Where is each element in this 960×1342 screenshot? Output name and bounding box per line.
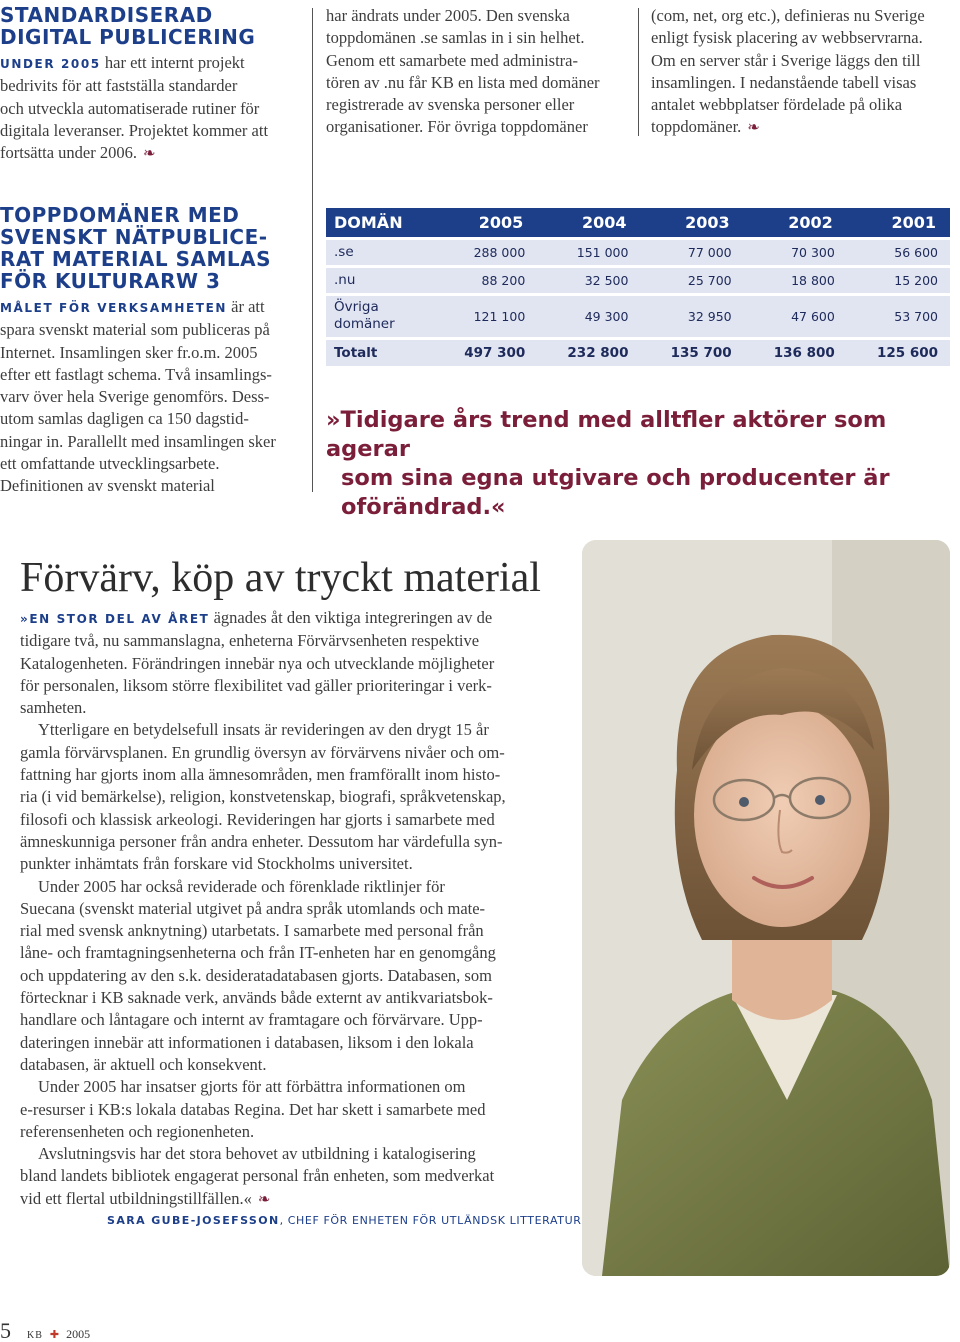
table-cell: 136 800 — [744, 338, 847, 366]
text-line: bland landets bibliotek engagerat personal från enheten, som medverkat — [20, 1166, 495, 1186]
heading-line: TOPPDOMÄNER MED — [0, 203, 240, 227]
table-cell: 32 500 — [537, 266, 640, 294]
text-line: »EN STOR DEL AV ÅRET ägnades åt den viktiga integreringen av de — [20, 608, 493, 627]
page-footer — [0, 1318, 90, 1342]
text-line: spara svenskt material som publiceras på — [0, 320, 270, 340]
text-line: bedrivits för att fastställa standarder — [0, 76, 238, 96]
text-line: Ytterligare en betydelsefull insats är revideringen av den drygt 15 år — [38, 720, 489, 740]
table-cell: 77 000 — [640, 238, 743, 266]
text-line: Under 2005 har också reviderade och förenklade riktlinjer för — [38, 876, 445, 896]
text-line: och utveckla automatiserade rutiner för — [0, 98, 260, 118]
text-line: toppdomänen .se samlas in i sin helhet. — [326, 28, 585, 48]
heading-line: SVENSKT NÄTPUBLICE- — [0, 225, 268, 249]
text-line: ett omfattande utvecklingsarbete. — [0, 454, 220, 474]
table-row — [326, 238, 950, 266]
column-header: DOMÄN — [326, 208, 434, 238]
text-line: utom samlas dagligen ca 150 dagstid- — [0, 409, 249, 429]
lead-label: »EN STOR DEL AV ÅRET — [20, 612, 210, 626]
text-line: dateringen innebär att informationen i databasen, liksom i den lokala — [20, 1032, 474, 1052]
intro-column-3 — [651, 5, 956, 139]
table-cell: 18 800 — [744, 266, 847, 294]
text-line: enligt fysisk placering av webbservrarna. — [651, 28, 923, 48]
text-line: Katalogenheten. Förändringen innebär nya och utvecklande möjligheter — [20, 653, 495, 673]
text-line: för personalen, liksom större flexibilitet vad gäller prioriteringar i verk- — [20, 675, 492, 695]
table-cell: 151 000 — [537, 238, 640, 266]
text-line: ria (i vid bemärkelse), religion, konstvetenskap, biografi, språkvetenskap, — [20, 787, 506, 807]
text-line: (com, net, org etc.), definieras nu Sverige — [651, 6, 925, 25]
table-cell: 70 300 — [744, 238, 847, 266]
text-line: Definitionen av svenskt material — [0, 476, 215, 496]
signature-role: , CHEF FÖR ENHETEN FÖR UTLÄNDSK LITTERATUR — [279, 1214, 582, 1227]
text-line: samheten. — [20, 698, 87, 718]
article-title: Förvärv, köp av tryckt material — [20, 555, 541, 601]
row-label: Totalt — [326, 338, 434, 366]
text-line: organisationer. För övriga toppdomäner — [326, 117, 588, 137]
portrait-illustration — [582, 540, 950, 1276]
table-cell: 125 600 — [847, 338, 950, 366]
heading-line: RAT MATERIAL SAMLAS — [0, 247, 272, 271]
ornament-icon: ❧ — [747, 118, 760, 137]
text-line: vid ett flertal utbildningstillfällen.« ❧ — [20, 1188, 271, 1208]
text-line: ningar in. Parallellt med insamlingen sker — [0, 431, 276, 451]
text-line: rial med svensk anknytning) utarbetats. I samarbete med personal från — [20, 921, 484, 941]
row-label: .nu — [326, 266, 434, 294]
table-cell: 232 800 — [537, 338, 640, 366]
text-line: Avslutningsvis har det stora behovet av utbildning i katalogisering — [38, 1144, 476, 1164]
table-cell: 135 700 — [640, 338, 743, 366]
page-number: 5 — [0, 1318, 11, 1342]
text-line: Om en server står i Sverige läggs den till — [651, 50, 921, 70]
text-line: referensenheten och regionenheten. — [20, 1121, 255, 1141]
text-line: gamla förvärvsplanen. En grundlig översyn av förvärvens nivåer och om- — [20, 742, 505, 762]
intro-column-1 — [0, 4, 300, 164]
text-line: förtecknar i KB saknade verk, används både externt av antikvariatsbok- — [20, 988, 493, 1008]
column-header: 2001 — [847, 208, 950, 238]
text-line: har ändrats under 2005. Den svenska — [326, 6, 570, 25]
text-line: efter ett fastlagt schema. Två insamlings- — [0, 364, 272, 384]
table-cell: 88 200 — [434, 266, 537, 294]
heading-toppdomaner — [0, 204, 300, 292]
text-line: registrerade av svenska personer eller — [326, 95, 575, 115]
text-line: låne- och framtagningsenheterna och från IT-enheten har en genomgång — [20, 943, 496, 963]
article-signature — [107, 1214, 581, 1227]
table-cell: 25 700 — [640, 266, 743, 294]
column-divider — [638, 8, 639, 136]
table-cell: 497 300 — [434, 338, 537, 366]
text-line: och uppdatering av den s.k. desideratadatabasen gjorts. Databasen, som — [20, 965, 492, 985]
domain-table — [326, 208, 950, 366]
table-cell: 53 700 — [847, 294, 950, 338]
table-row-total — [326, 338, 950, 366]
text-line: Suecana (svenskt material utgivet på andra språk utomlands och mate- — [20, 898, 486, 918]
text-line: tören av .nu får KB en lista med domäner — [326, 72, 600, 92]
text-line: Under 2005 har insatser gjorts för att förbättra informationen om — [38, 1077, 466, 1097]
article-body — [20, 607, 570, 1210]
signature-name: SARA GUBE-JOSEFSSON — [107, 1214, 280, 1227]
table-cell: 47 600 — [744, 294, 847, 338]
text-line: punkter inhämtats från forskare vid Stockholms universitet. — [20, 854, 413, 874]
text-line: ämneskunniga personer från andra enheter. Dessutom har värdefulla syn- — [20, 831, 503, 851]
text-line: insamlingen. I nedanstående tabell visas — [651, 72, 917, 92]
table-cell: 15 200 — [847, 266, 950, 294]
text-line: varv över hela Sverige genomförs. Dess- — [0, 387, 270, 407]
text-line: filosofi och klassisk arkeologi. Revideringen har gjorts i samarbete med — [20, 809, 495, 829]
text-line: databasen, är aktuell och konsekvent. — [20, 1054, 267, 1074]
text-line: Internet. Insamlingen sker fr.o.m. 2005 — [0, 342, 258, 362]
table-cell: 49 300 — [537, 294, 640, 338]
text-line: digitala leveranser. Projektet kommer att — [0, 120, 269, 140]
column-divider — [312, 8, 313, 492]
ornament-icon: ❧ — [143, 144, 156, 163]
lead-label: UNDER 2005 — [0, 57, 101, 71]
footer-org: KB — [27, 1330, 43, 1341]
heading-standardiserad: STANDARDISERAD DIGITAL PUBLICERING — [0, 3, 256, 49]
footer-year: 2005 — [66, 1327, 91, 1341]
text-line: toppdomäner. ❧ — [651, 117, 760, 137]
text-line: UNDER 2005 har ett internt projekt — [0, 53, 245, 72]
table-row — [326, 294, 950, 338]
text-line: fortsätta under 2006. ❧ — [0, 143, 156, 163]
column-header: 2004 — [537, 208, 640, 238]
text-line: Genom ett samarbete med administra- — [326, 50, 578, 70]
row-label: .se — [326, 238, 434, 266]
intro-column-2 — [326, 5, 626, 139]
table-cell: 288 000 — [434, 238, 537, 266]
table-cell: 32 950 — [640, 294, 743, 338]
ornament-icon: ❧ — [257, 1189, 271, 1208]
table-cell: 121 100 — [434, 294, 537, 338]
heading-line: FÖR KULTURARW 3 — [0, 269, 221, 293]
column-header: 2002 — [744, 208, 847, 238]
portrait-photo — [582, 540, 950, 1276]
table-cell: 56 600 — [847, 238, 950, 266]
table-header-row — [326, 208, 950, 238]
text-line: e-resurser i KB:s lokala databas Regina. Det har skett i samarbete med — [20, 1099, 486, 1119]
section-toppdomaner — [0, 204, 300, 498]
text-line: handlare och låntagare och internt av framtagare och förvärvare. Upp- — [20, 1010, 483, 1030]
column-header: 2003 — [640, 208, 743, 238]
text-line: antalet webbplatser fördelade på olika — [651, 95, 903, 115]
text-line: MÅLET FÖR VERKSAMHETEN är att — [0, 297, 265, 316]
pull-quote: »Tidigare års trend med alltfler aktörer som agerar som sina egna utgivare och producenter är oförändrad.« — [326, 407, 890, 520]
lead-label: MÅLET FÖR VERKSAMHETEN — [0, 301, 228, 315]
table-row — [326, 266, 950, 294]
row-label: Övriga domäner — [326, 294, 434, 338]
cross-icon: ✚ — [49, 1328, 60, 1341]
text-line: fattning har gjorts inom alla ämnesområden, men framförallt inom histo- — [20, 765, 501, 785]
text-line: tidigare två, nu sammanslagna, enheterna Förvärvsenheten respektive — [20, 631, 480, 651]
column-header: 2005 — [434, 208, 537, 238]
